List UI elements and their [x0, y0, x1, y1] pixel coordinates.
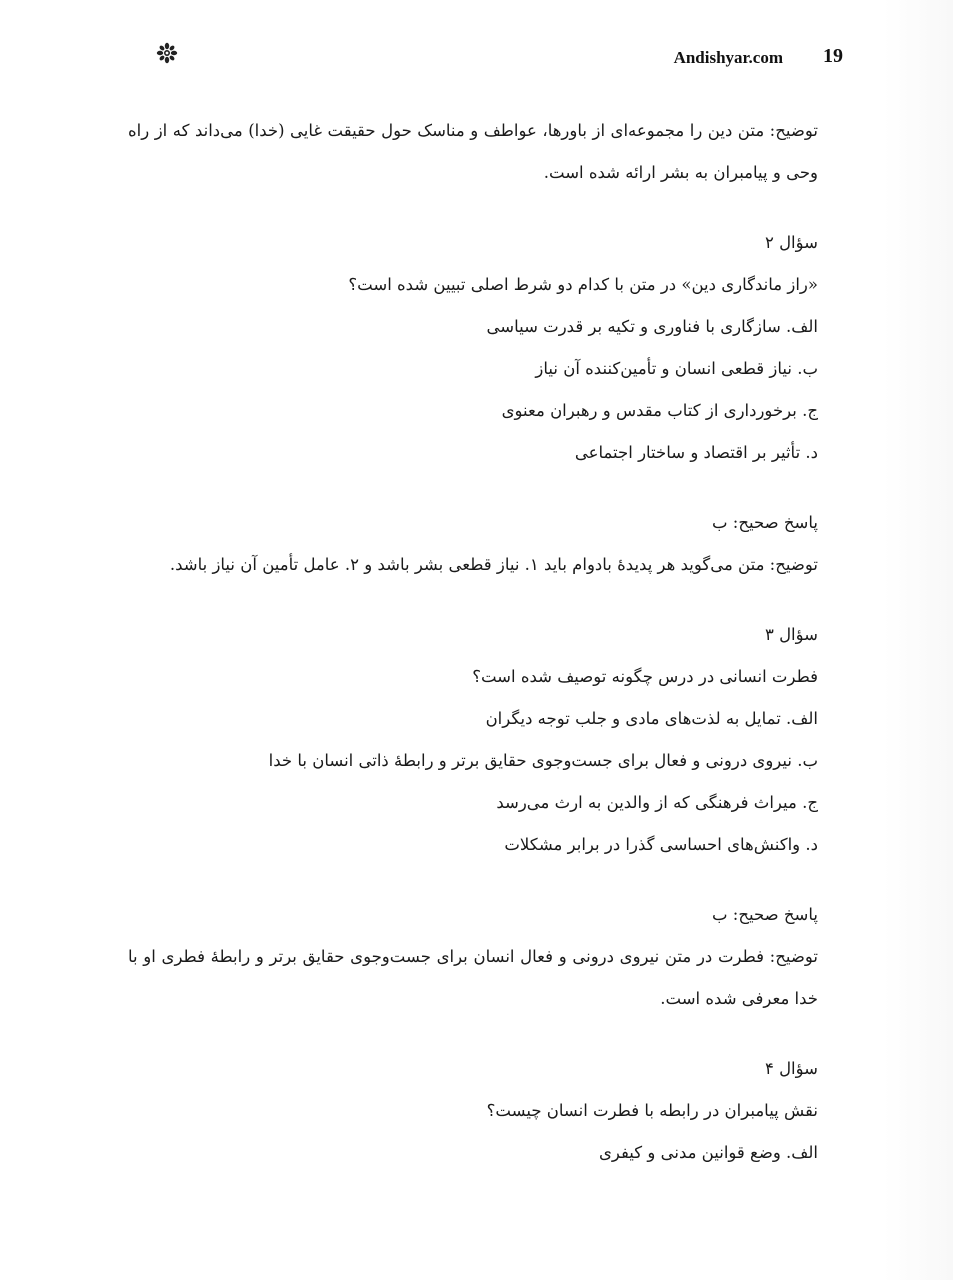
option-a: الف. تمایل به لذت‌های مادی و جلب توجه دیگران — [485, 709, 818, 728]
explanation-text: توضیح: متن می‌گوید هر پدیدهٔ بادوام باید ۱. نیاز قطعی بشر باشد و ۲. عامل تأمین آن نیاز باشد. — [169, 555, 818, 574]
explanation-text: توضیح: متن دین را مجموعه‌ای از باورها، عواطف و مناسک حول حقیقت غایی (خدا) می‌داند که از راه وحی و پیامبران به بشر ارائه شده است. — [128, 121, 818, 182]
answer-text: پاسخ صحیح: ب — [712, 513, 818, 532]
question-text: فطرت انسانی در درس چگونه توصیف شده است؟ — [472, 667, 818, 686]
explanation-text: توضیح: فطرت در متن نیروی درونی و فعال انسان برای جست‌وجوی حقایق برتر و رابطهٔ فطری او با خدا معرفی شده است. — [128, 947, 818, 1008]
spacer — [128, 194, 818, 222]
page-header — [150, 40, 843, 76]
flower-ornament-icon — [156, 42, 178, 64]
question-title: سؤال ۳ — [764, 625, 818, 644]
spacer — [128, 474, 818, 502]
answer-text: پاسخ صحیح: ب — [712, 905, 818, 924]
page-edge-shade — [883, 0, 953, 1280]
question-title: سؤال ۴ — [764, 1059, 818, 1078]
option-b: ب. نیروی درونی و فعال برای جست‌وجوی حقایق برتر و رابطهٔ ذاتی انسان با خدا — [268, 751, 818, 770]
question-text: نقش پیامبران در رابطه با فطرت انسان چیست؟ — [486, 1101, 818, 1120]
spacer — [128, 1020, 818, 1048]
spacer — [128, 586, 818, 614]
spacer — [128, 866, 818, 894]
option-d: د. تأثیر بر اقتصاد و ساختار اجتماعی — [574, 443, 818, 462]
option-a: الف. سازگاری با فناوری و تکیه بر قدرت سیاسی — [486, 317, 818, 336]
question-title: سؤال ۲ — [764, 233, 818, 252]
page-number: 19 — [823, 45, 843, 67]
option-a: الف. وضع قوانین مدنی و کیفری — [598, 1143, 818, 1162]
page-content — [128, 110, 818, 1174]
option-c: ج. برخورداری از کتاب مقدس و رهبران معنوی — [501, 401, 818, 420]
option-c: ج. میراث فرهنگی که از والدین به ارث می‌رسد — [496, 793, 818, 812]
site-name: Andishyar.com — [673, 48, 783, 67]
question-text: «راز ماندگاری دین» در متن با کدام دو شرط اصلی تبیین شده است؟ — [348, 275, 818, 294]
option-d: د. واکنش‌های احساسی گذرا در برابر مشکلات — [504, 835, 818, 854]
option-b: ب. نیاز قطعی انسان و تأمین‌کننده آن نیاز — [535, 359, 818, 378]
